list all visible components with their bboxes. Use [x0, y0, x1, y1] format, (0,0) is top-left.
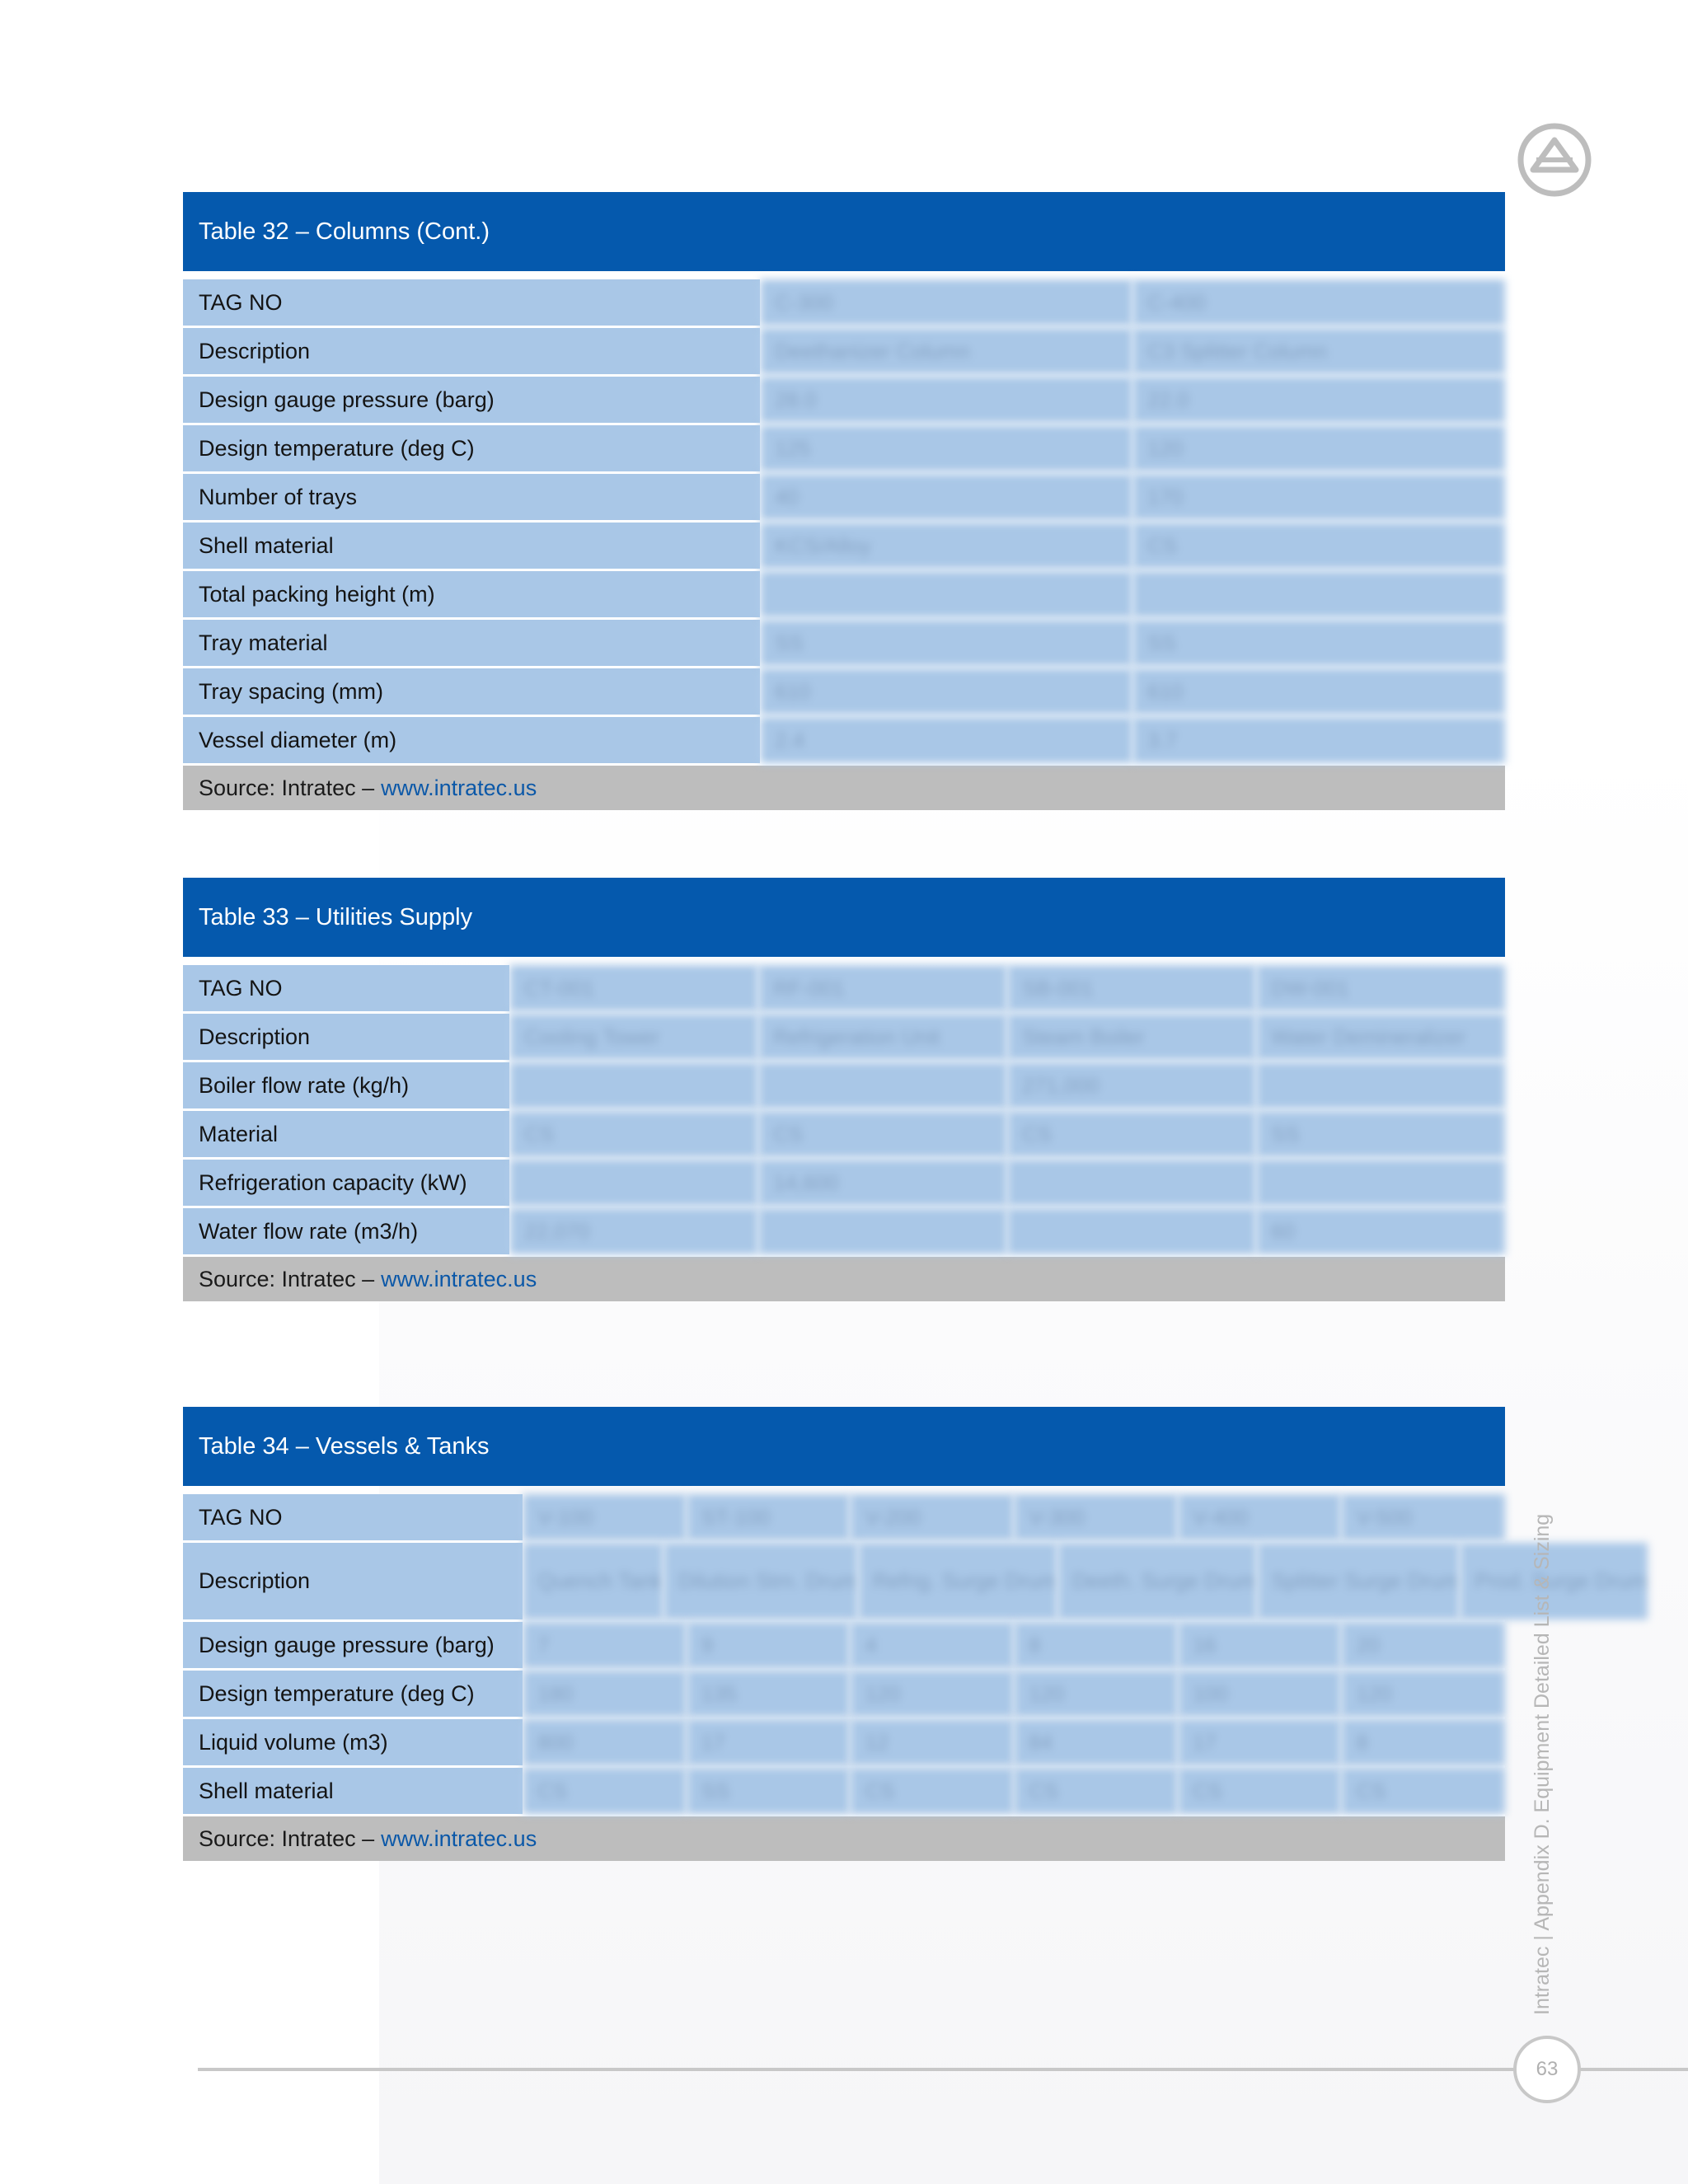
cell-value: V-200 — [865, 1504, 921, 1530]
cell-value: 7 — [537, 1632, 550, 1657]
cell-value: 271,000 — [1022, 1072, 1100, 1098]
table-cell — [1014, 1494, 1178, 1540]
row-label: Total packing height (m) — [183, 571, 760, 617]
table-32 — [183, 192, 1505, 810]
cell-value: 8 — [1029, 1632, 1041, 1657]
cell-value: 120 — [1356, 1680, 1392, 1706]
cell-value: Cooling Tower — [524, 1024, 660, 1049]
cell-value: 180 — [537, 1680, 574, 1706]
cell-value: Splitter Surge Drum — [1271, 1568, 1461, 1593]
table-cell — [687, 1494, 851, 1540]
cell-value: CT-001 — [524, 975, 595, 1001]
table-cell — [663, 1543, 858, 1619]
table-33-rows — [183, 965, 1505, 1257]
cell-value: 20 — [1356, 1632, 1381, 1657]
table-cell — [758, 1160, 1007, 1206]
cell-value: 4 — [865, 1632, 877, 1657]
cell-value: RF-001 — [773, 975, 845, 1001]
table-cell — [758, 1208, 1007, 1254]
cell-value: Dilution Stm. Drum — [678, 1568, 858, 1593]
table-cell — [1341, 1671, 1505, 1717]
table-cell — [1132, 474, 1505, 520]
cell-value: V-300 — [1029, 1504, 1085, 1530]
row-label: Design gauge pressure (barg) — [183, 1622, 523, 1668]
row-label: Shell material — [183, 523, 760, 569]
cell-value: SS — [701, 1778, 730, 1803]
source-label: Source: Intratec – — [199, 1266, 375, 1291]
table-cell — [1256, 965, 1505, 1011]
table-cell — [1256, 1160, 1505, 1206]
source-label: Source: Intratec – — [199, 775, 375, 800]
table-cell — [1132, 279, 1505, 326]
cell-value: V-500 — [1356, 1504, 1413, 1530]
cell-value: 125 — [775, 435, 811, 461]
table-34-source — [183, 1816, 1505, 1861]
table-33 — [183, 878, 1505, 1301]
cell-value: Steam Boiler — [1022, 1024, 1145, 1049]
cell-value: CS — [537, 1778, 568, 1803]
table-cell — [1007, 1160, 1256, 1206]
table-cell — [1132, 668, 1505, 715]
table-row — [183, 1208, 1505, 1257]
cell-value: 135 — [701, 1680, 738, 1706]
table-cell — [760, 523, 1132, 569]
page-number: 63 — [1513, 2036, 1581, 2103]
cell-value: 17 — [701, 1729, 725, 1755]
cell-value: 100 — [1192, 1680, 1229, 1706]
source-link[interactable]: www.intratec.us — [381, 1266, 537, 1291]
table-cell — [760, 328, 1132, 374]
table-cell — [1341, 1768, 1505, 1814]
table-cell — [687, 1719, 851, 1765]
table-cell — [1132, 523, 1505, 569]
table-cell — [858, 1543, 1057, 1619]
cell-value: Prod. Surge Drum — [1475, 1568, 1648, 1593]
table-cell — [1014, 1622, 1178, 1668]
table-row — [183, 1719, 1505, 1768]
table-cell — [523, 1719, 687, 1765]
table-cell — [758, 1014, 1007, 1060]
cell-value: CS — [1147, 532, 1178, 558]
cell-value: 12 — [865, 1729, 889, 1755]
table-32-source — [183, 766, 1505, 810]
table-cell — [1132, 571, 1505, 617]
cell-value: CS — [773, 1121, 804, 1146]
row-label: Boiler flow rate (kg/h) — [183, 1062, 509, 1108]
row-label: Vessel diameter (m) — [183, 717, 760, 763]
row-label: TAG NO — [183, 965, 509, 1011]
cell-value: SS — [775, 630, 804, 655]
cell-value: 60 — [1271, 1218, 1295, 1244]
cell-value: SS — [1271, 1121, 1300, 1146]
cell-value: V-100 — [537, 1504, 593, 1530]
table-cell — [758, 1062, 1007, 1108]
cell-value: DW-001 — [1271, 975, 1349, 1001]
table-33-source — [183, 1257, 1505, 1301]
table-row — [183, 620, 1505, 668]
table-cell — [1132, 717, 1505, 763]
table-cell — [523, 1671, 687, 1717]
table-row — [183, 1494, 1505, 1543]
table-cell — [1007, 965, 1256, 1011]
cell-value: 8 — [1356, 1729, 1368, 1755]
cell-value: 22.0 — [1147, 387, 1189, 412]
table-cell — [1007, 1111, 1256, 1157]
table-cell — [509, 1160, 758, 1206]
row-label: TAG NO — [183, 279, 760, 326]
cell-value: Deethanizer Column — [775, 338, 971, 363]
table-cell — [760, 425, 1132, 471]
table-cell — [509, 1062, 758, 1108]
table-row — [183, 717, 1505, 766]
cell-value: 40 — [775, 484, 799, 509]
table-cell — [509, 1014, 758, 1060]
cell-value: 170 — [1147, 484, 1184, 509]
table-cell — [1132, 377, 1505, 423]
table-cell — [687, 1768, 851, 1814]
table-cell — [1178, 1768, 1342, 1814]
cell-value: 17 — [1192, 1729, 1217, 1755]
table-cell — [760, 377, 1132, 423]
cell-value: V-400 — [1192, 1504, 1249, 1530]
cell-value: 120 — [1029, 1680, 1065, 1706]
table-cell — [1178, 1719, 1342, 1765]
table-cell — [523, 1543, 663, 1619]
row-label: Water flow rate (m3/h) — [183, 1208, 509, 1254]
table-row — [183, 1014, 1505, 1062]
row-label: Design gauge pressure (barg) — [183, 377, 760, 423]
row-label: Material — [183, 1111, 509, 1157]
table-cell — [1132, 425, 1505, 471]
cell-value: CS — [1022, 1121, 1053, 1146]
table-cell — [523, 1494, 687, 1540]
table-cell — [760, 279, 1132, 326]
table-cell — [760, 620, 1132, 666]
row-label: Description — [183, 328, 760, 374]
row-label: Shell material — [183, 1768, 523, 1814]
cell-value: 2.4 — [775, 727, 805, 752]
table-cell — [1341, 1719, 1505, 1765]
table-cell — [1014, 1719, 1178, 1765]
cell-value: CS — [1356, 1778, 1386, 1803]
table-cell — [1341, 1494, 1505, 1540]
cell-value: C-300 — [775, 289, 833, 315]
cell-value: SB-001 — [1022, 975, 1094, 1001]
table-row — [183, 1671, 1505, 1719]
cell-value: 120 — [1147, 435, 1184, 461]
table-cell — [1178, 1671, 1342, 1717]
cell-value: 16 — [1192, 1632, 1217, 1657]
table-cell — [1256, 1014, 1505, 1060]
table-cell — [760, 474, 1132, 520]
table-cell — [1014, 1671, 1178, 1717]
table-cell — [850, 1768, 1014, 1814]
cell-value: C-400 — [1147, 289, 1206, 315]
table-cell — [760, 717, 1132, 763]
table-row — [183, 1622, 1505, 1671]
footer-divider — [198, 2068, 1688, 2071]
row-label: Refrigeration capacity (kW) — [183, 1160, 509, 1206]
table-row — [183, 523, 1505, 571]
table-cell — [850, 1622, 1014, 1668]
cell-value: 800 — [537, 1729, 574, 1755]
cell-value: CS — [1192, 1778, 1222, 1803]
row-label: Description — [183, 1014, 509, 1060]
table-row — [183, 425, 1505, 474]
table-row — [183, 668, 1505, 717]
cell-value: Refrigeration Unit — [773, 1024, 940, 1049]
row-label: TAG NO — [183, 1494, 523, 1540]
table-34-title: Table 34 – Vessels & Tanks — [183, 1407, 1505, 1486]
row-label: Number of trays — [183, 474, 760, 520]
table-cell — [523, 1622, 687, 1668]
table-cell — [687, 1622, 851, 1668]
row-label: Tray spacing (mm) — [183, 668, 760, 715]
table-cell — [850, 1671, 1014, 1717]
table-row — [183, 965, 1505, 1014]
cell-value: 14,600 — [773, 1169, 839, 1195]
source-link[interactable]: www.intratec.us — [381, 775, 537, 800]
table-row — [183, 377, 1505, 425]
table-row — [183, 1062, 1505, 1111]
table-row — [183, 1768, 1505, 1816]
table-cell — [1132, 328, 1505, 374]
source-link[interactable]: www.intratec.us — [381, 1825, 537, 1851]
table-cell — [1256, 1208, 1505, 1254]
cell-value: CS — [1029, 1778, 1059, 1803]
table-cell — [1341, 1622, 1505, 1668]
cell-value: 610 — [775, 678, 811, 704]
table-row — [183, 279, 1505, 328]
cell-value: C3 Splitter Column — [1147, 338, 1328, 363]
table-row — [183, 328, 1505, 377]
row-label: Design temperature (deg C) — [183, 1671, 523, 1717]
table-33-title: Table 33 – Utilities Supply — [183, 878, 1505, 957]
table-cell — [509, 1208, 758, 1254]
row-label: Description — [183, 1543, 523, 1619]
cell-value: 9 — [701, 1632, 714, 1657]
cell-value: 3.7 — [1147, 727, 1178, 752]
table-cell — [523, 1768, 687, 1814]
source-label: Source: Intratec – — [199, 1825, 375, 1851]
cell-value: 84 — [1029, 1729, 1053, 1755]
table-cell — [687, 1671, 851, 1717]
cell-value: CS — [524, 1121, 555, 1146]
cell-value: 22,070 — [524, 1218, 590, 1244]
row-label: Liquid volume (m3) — [183, 1719, 523, 1765]
table-cell — [1178, 1494, 1342, 1540]
cell-value: Deeth. Surge Drum — [1071, 1568, 1257, 1593]
table-cell — [1057, 1543, 1257, 1619]
table-row — [183, 571, 1505, 620]
cell-value: 28.0 — [775, 387, 817, 412]
cell-value: Quench Tank — [537, 1568, 663, 1593]
table-row — [183, 474, 1505, 523]
table-cell — [509, 1111, 758, 1157]
table-cell — [509, 965, 758, 1011]
table-cell — [1132, 620, 1505, 666]
cell-value: KCS/Alloy — [775, 532, 872, 558]
side-section-title: Intratec | Appendix D. Equipment Detailed List & Sizing — [1531, 1513, 1554, 2015]
row-label: Tray material — [183, 620, 760, 666]
cell-value: ST-100 — [701, 1504, 771, 1530]
table-cell — [1007, 1062, 1256, 1108]
table-cell — [850, 1494, 1014, 1540]
table-cell — [1014, 1768, 1178, 1814]
table-cell — [1256, 1111, 1505, 1157]
row-label: Design temperature (deg C) — [183, 425, 760, 471]
cell-value: 120 — [865, 1680, 901, 1706]
table-cell — [758, 1111, 1007, 1157]
table-cell — [850, 1719, 1014, 1765]
table-cell — [760, 571, 1132, 617]
cell-value: CS — [865, 1778, 895, 1803]
table-cell — [1256, 1062, 1505, 1108]
table-32-rows — [183, 279, 1505, 766]
table-cell — [1007, 1208, 1256, 1254]
table-row — [183, 1160, 1505, 1208]
cell-value: Refrig. Surge Drum — [872, 1568, 1057, 1593]
table-cell — [1007, 1014, 1256, 1060]
cell-value: 610 — [1147, 678, 1184, 704]
cell-value: Water Demineralizer — [1271, 1024, 1465, 1049]
table-cell — [1257, 1543, 1460, 1619]
table-32-title: Table 32 – Columns (Cont.) — [183, 192, 1505, 271]
table-row — [183, 1543, 1648, 1622]
table-cell — [758, 965, 1007, 1011]
cell-value: SS — [1147, 630, 1176, 655]
table-cell — [760, 668, 1132, 715]
table-row — [183, 1111, 1505, 1160]
intratec-logo-icon — [1517, 122, 1592, 198]
table-cell — [1178, 1622, 1342, 1668]
